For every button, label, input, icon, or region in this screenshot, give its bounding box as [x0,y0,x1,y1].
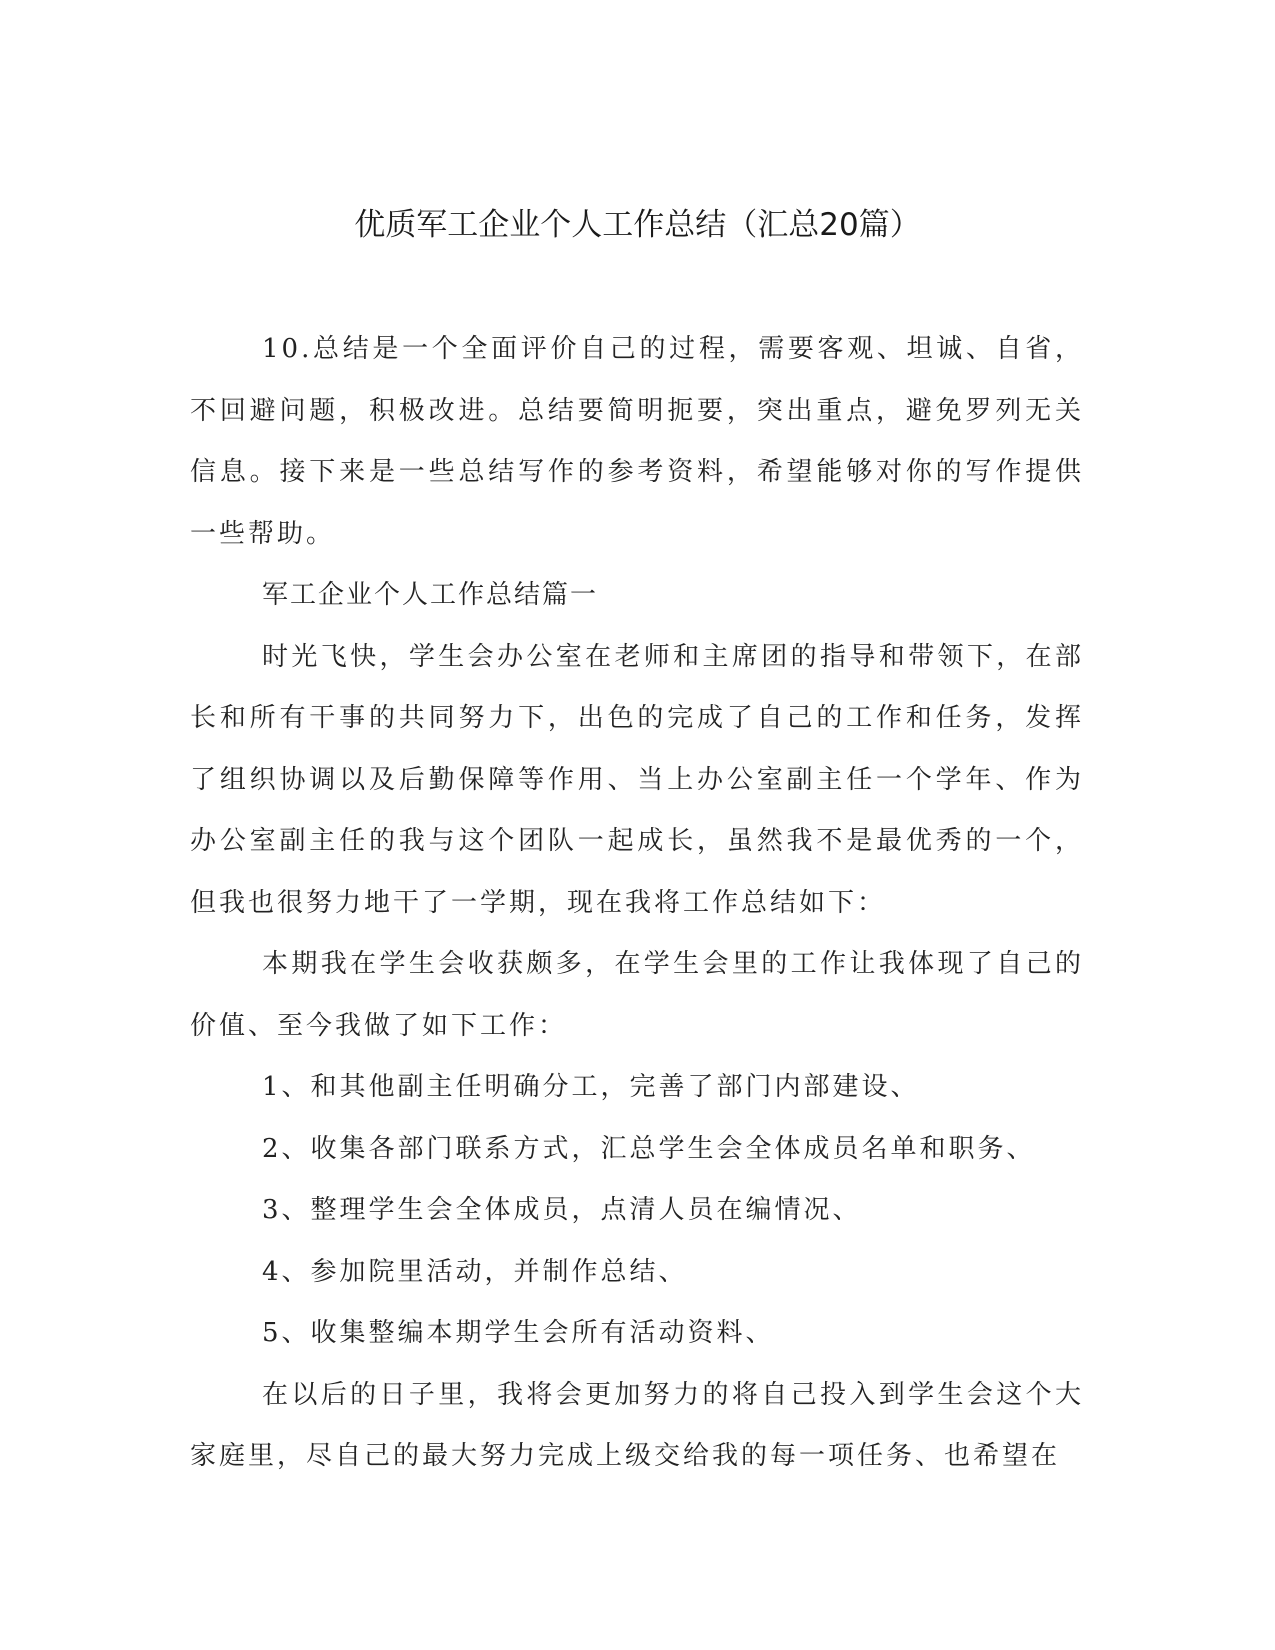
body-paragraph: 在以后的日子里，我将会更加努力的将自己投入到学生会这个大家庭里，尽自己的最大努力完成上级交给我的每一项任务、也希望在 [190,1379,1084,1471]
body-paragraph: 本期我在学生会收获颇多，在学生会里的工作让我体现了自己的价值、至今我做了如下工作： [190,949,1084,1041]
list-item: 1、和其他副主任明确分工，完善了部门内部建设、 [262,1072,920,1102]
list-item: 3、整理学生会全体成员，点清人员在编情况、 [262,1195,862,1225]
document-body [190,319,1084,1488]
section-heading: 军工企业个人工作总结篇一 [262,580,599,610]
list-item: 4、参加院里活动，并制作总结、 [262,1256,688,1287]
intro-paragraph: 10.总结是一个全面评价自己的过程，需要客观、坦诚、自省，不回避问题，积极改进。总结要简明扼要，突出重点，避免罗列无关信息。接下来是一些总结写作的参考资料，希望能够对你的写作提供一些帮助。 [190,334,1084,549]
list-item: 5、收集整编本期学生会所有活动资料、 [262,1318,775,1348]
document-title: 优质军工企业个人工作总结（汇总20篇） [354,207,921,243]
list-item: 2、收集各部门联系方式，汇总学生会全体成员名单和职务、 [262,1133,1036,1164]
body-paragraph: 时光飞快，学生会办公室在老师和主席团的指导和带领下，在部长和所有干事的共同努力下，出色的完成了自己的工作和任务，发挥了组织协调以及后勤保障等作用、当上办公室副主任一个学年、作为办公室副主任的我与这个团队一起成长，虽然我不是最优秀的一个，但我也很努力地干了一学期，现在我将工作总结如下： [190,641,1084,918]
